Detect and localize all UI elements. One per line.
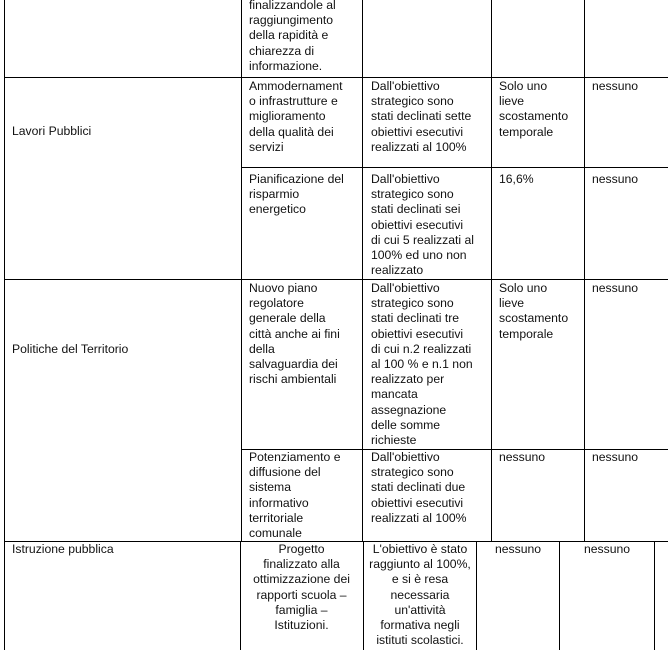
- table-cell-area: Politiche del Territorio: [12, 342, 129, 356]
- table-cell-result: Dall'obiettivo strategico sono stati declinati sette obiettivi esecutivi realizzati al 100%: [371, 79, 472, 154]
- column-rule: [362, 0, 363, 542]
- table-cell-notes: nessuno: [592, 79, 639, 93]
- table-cell-objective: Progetto finalizzato alla ottimizzazione dei rapporti scuola – famiglia – Istituzioni.: [253, 542, 350, 633]
- table-cell-deviation: Solo uno lieve scostamento temporale: [499, 281, 569, 341]
- table-cell-result: Dall'obiettivo strategico sono stati declinati due obiettivi esecutivi realizzati al 100%: [371, 450, 467, 525]
- table-cell-deviation: Solo uno lieve scostamento temporale: [499, 79, 569, 139]
- row-rule: [4, 279, 668, 280]
- column-rule: [584, 0, 585, 542]
- table-cell-deviation: nessuno: [499, 450, 546, 464]
- table-cell-area: Lavori Pubblici: [12, 124, 92, 138]
- table-cell-objective: Ammodernament o infrastrutture e miglioramento della qualità dei servizi: [249, 79, 343, 154]
- column-rule: [559, 542, 560, 650]
- table-cell-result: L'obiettivo è stato raggiunto al 100%, e si è resa necessaria un'attività formativa negli istituti scolastici.: [369, 542, 471, 648]
- table-cell-area: Istruzione pubblica: [12, 542, 114, 556]
- row-rule: [241, 167, 668, 168]
- table-cell-objective: finalizzandole al raggiungimento della rapidità e chiarezza di informazione.: [249, 0, 336, 73]
- table-border-left: [4, 0, 5, 650]
- column-rule: [491, 0, 492, 542]
- column-rule: [241, 0, 242, 542]
- table-cell-objective: Pianificazione del risparmio energetico: [249, 172, 344, 217]
- table-cell-objective: Potenziamento e diffusione del sistema informativo territoriale comunale: [249, 450, 341, 541]
- table-cell-deviation: nessuno: [494, 542, 542, 556]
- column-rule: [654, 542, 655, 650]
- row-rule: [4, 77, 668, 78]
- table-cell-notes: nessuno: [592, 281, 639, 295]
- table-cell-result: Dall'obiettivo strategico sono stati declinati tre obiettivi esecutivi di cui n.2 realizzati al 100 % e n.1 non realizzato per mancata assegnazione delle somme richieste: [371, 281, 473, 448]
- column-rule: [476, 542, 477, 650]
- table-cell-result: Dall'obiettivo strategico sono stati declinati sei obiettivi esecutivi di cui 5 realizzati al 100% ed uno non realizzato: [371, 172, 474, 278]
- table-cell-notes: nessuno: [592, 172, 639, 186]
- table-cell-deviation: 16,6%: [499, 172, 534, 186]
- table-cell-objective: Nuovo piano regolatore generale della città anche ai fini della salvaguardia dei rischi ambientali: [249, 281, 340, 387]
- table-cell-notes: nessuno: [583, 542, 631, 556]
- table-cell-notes: nessuno: [592, 450, 639, 464]
